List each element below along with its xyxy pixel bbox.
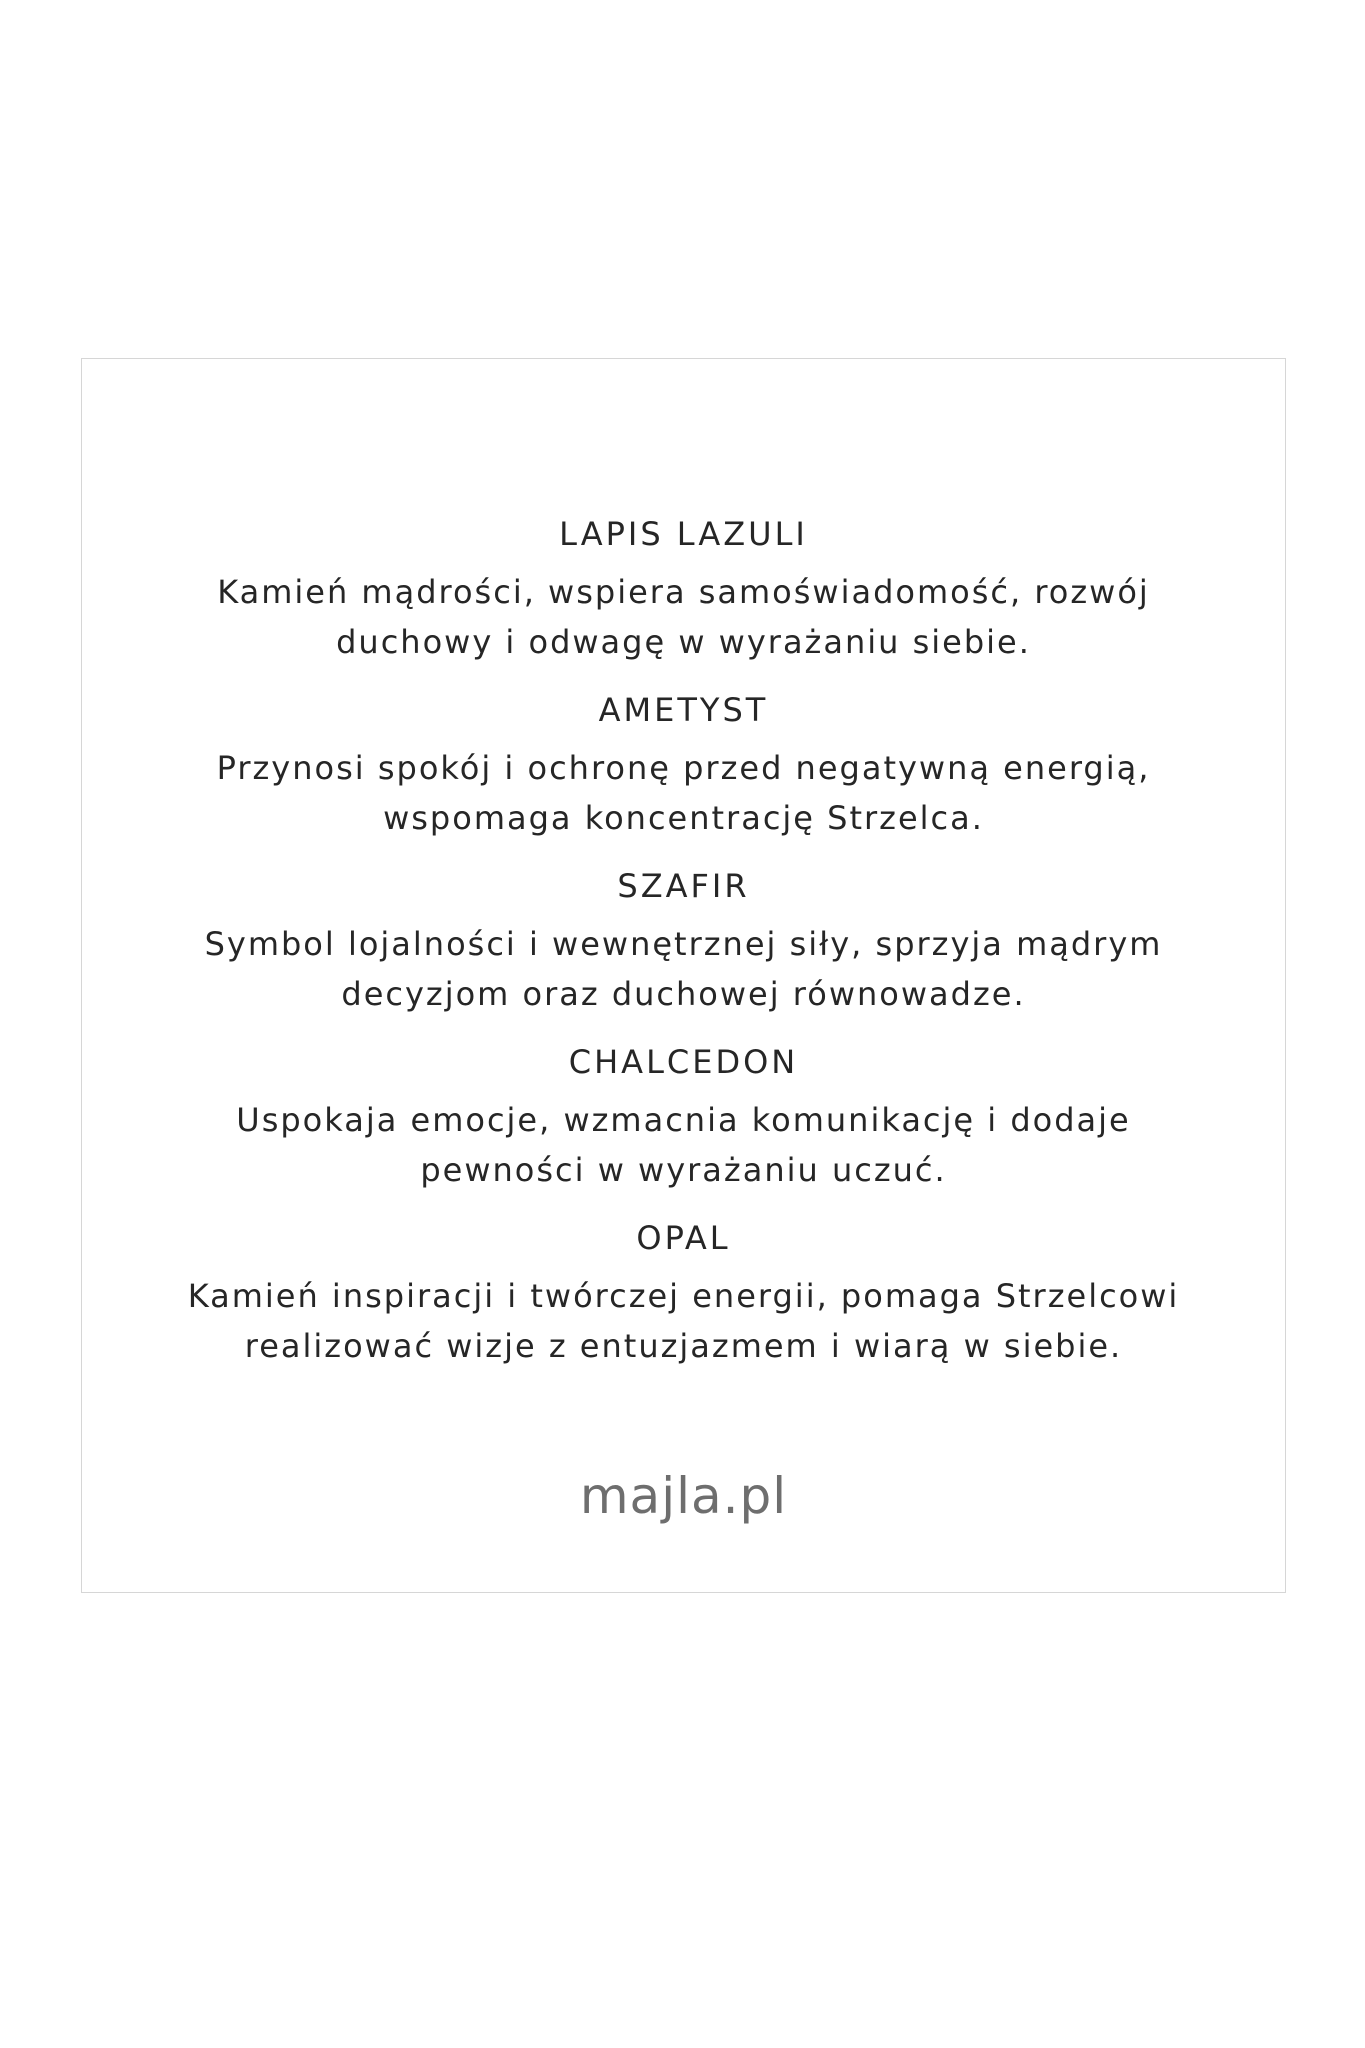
stone-entry-ametyst bbox=[82, 687, 1285, 843]
stone-name: SZAFIR bbox=[617, 867, 750, 905]
stone-description: Kamień mądrości, wspiera samoświadomość, rozwój duchowy i odwagę w wyrażaniu siebie. bbox=[217, 573, 1150, 661]
stones-list bbox=[82, 511, 1285, 1391]
stone-entry-opal bbox=[82, 1215, 1285, 1371]
stone-entry-szafir bbox=[82, 863, 1285, 1019]
stone-name: AMETYST bbox=[598, 691, 769, 729]
stone-entry-chalcedon bbox=[82, 1039, 1285, 1195]
stone-entry-lapis-lazuli bbox=[82, 511, 1285, 667]
stone-name: LAPIS LAZULI bbox=[559, 515, 808, 553]
stone-description: Przynosi spokój i ochronę przed negatywną energią, wspomaga koncentrację Strzelca. bbox=[216, 749, 1151, 837]
brand-wordmark: majla.pl bbox=[579, 1467, 788, 1525]
stone-name: CHALCEDON bbox=[568, 1043, 799, 1081]
stone-description: Uspokaja emocje, wzmacnia komunikację i dodaje pewności w wyrażaniu uczuć. bbox=[236, 1101, 1131, 1189]
stone-description: Kamień inspiracji i twórczej energii, pomaga Strzelcowi realizować wizje z entuzjazmem i wiarą w siebie. bbox=[187, 1277, 1180, 1365]
stones-card bbox=[81, 358, 1286, 1593]
stone-description: Symbol lojalności i wewnętrznej siły, sprzyja mądrym decyzjom oraz duchowej równowadze. bbox=[204, 925, 1163, 1013]
stone-name: OPAL bbox=[636, 1219, 731, 1257]
